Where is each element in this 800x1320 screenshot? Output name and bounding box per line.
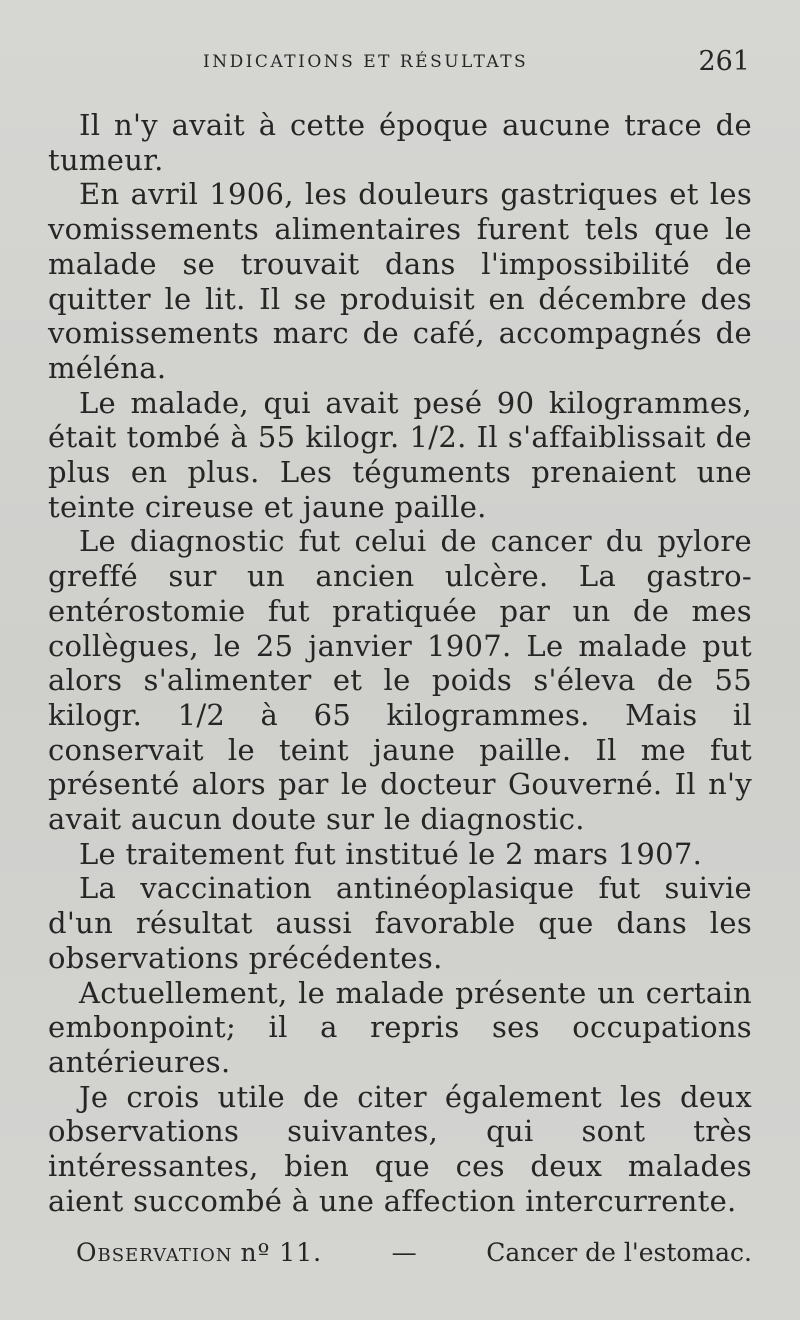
paragraph: Il n'y avait à cette époque aucune trace de tumeur. [48, 108, 752, 177]
page-number: 261 [698, 46, 750, 77]
observation-dash: — [391, 1238, 417, 1267]
observation-label-group [48, 1238, 322, 1267]
body-text [48, 108, 752, 1219]
observation-heading [48, 1238, 752, 1267]
paragraph: Je crois utile de citer également les deux observations suivantes, qui sont très intéressantes, bien que ces deux malades aient succombé à une affection intercurrente. [48, 1079, 752, 1218]
paragraph: Actuellement, le malade présente un certain embonpoint; il a repris ses occupations antérieures. [48, 975, 752, 1079]
observation-label: Observation [76, 1238, 233, 1267]
running-head: INDICATIONS ET RÉSULTATS [203, 52, 529, 72]
paragraph: En avril 1906, les douleurs gastriques et les vomissements alimentaires furent tels que le malade se trouvait dans l'impossibilité de quitter le lit. Il se produisit en décembre des vomissements marc de café, accompagnés de méléna. [48, 177, 752, 385]
page-header [48, 44, 750, 84]
observation-number: nº 11. [240, 1238, 323, 1267]
paragraph: Le diagnostic fut celui de cancer du pylore greffé sur un ancien ulcère. La gastro-entérostomie fut pratiquée par un de mes collègues, le 25 janvier 1907. Le malade put alors s'alimenter et le poids s'éleva de 55 kilogr. 1/2 à 65 kilogrammes. Mais il conservait le teint jaune paille. Il me fut présenté alors par le docteur Gouverné. Il n'y avait aucun doute sur le diagnostic. [48, 524, 752, 837]
paragraph: La vaccination antinéoplasique fut suivie d'un résultat aussi favorable que dans les observations précédentes. [48, 871, 752, 975]
observation-title: Cancer de l'estomac. [486, 1238, 752, 1267]
paragraph: Le malade, qui avait pesé 90 kilogrammes, était tombé à 55 kilogr. 1/2. Il s'affaiblissait de plus en plus. Les téguments prenaient une teinte cireuse et jaune paille. [48, 385, 752, 524]
paragraph: Le traitement fut institué le 2 mars 1907. [79, 836, 703, 871]
